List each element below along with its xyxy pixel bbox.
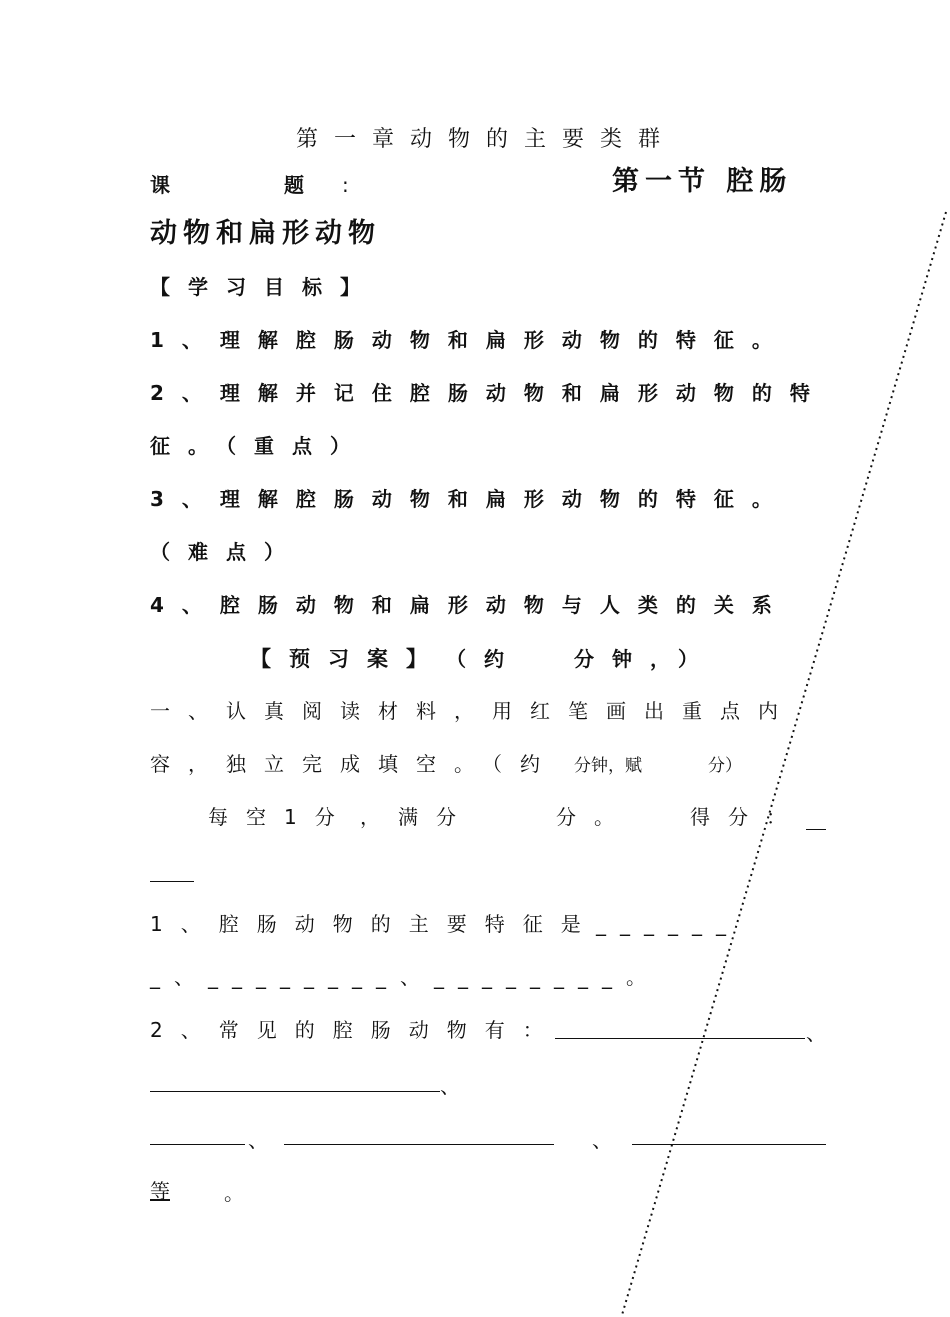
- question-2-separator-2: 、: [440, 1074, 460, 1098]
- question-2-end-mark: 。: [224, 1181, 244, 1205]
- goals-heading: 【学习目标】: [150, 275, 378, 299]
- task-1-points: 分）: [708, 756, 742, 776]
- question-1-blanks-line-1: ______: [596, 912, 740, 936]
- preview-time-part-1: （约: [446, 647, 522, 671]
- dotted-cut-line: [622, 212, 946, 1315]
- preview-time-part-2: 分钟，）: [574, 647, 716, 671]
- question-2-separator-1: 、: [806, 1021, 826, 1045]
- goal-2-line-2: 征。（重点）: [150, 434, 368, 458]
- score-earned-label: 得分：: [690, 805, 804, 829]
- score-total-unit: 分。: [556, 805, 632, 829]
- chapter-title: 第一章动物的主要类群: [296, 127, 677, 152]
- goal-1: 1、理解腔肠动物和扁形动物的特征。: [150, 328, 790, 352]
- topic-label-char-1: 课: [150, 173, 170, 197]
- question-2-separator-3: 、: [248, 1128, 268, 1152]
- task-1-line-2: 容，独立完成填空。（约: [150, 752, 558, 776]
- goal-4: 4、腔肠动物和扁形动物与人类的关系: [150, 593, 790, 617]
- score-total-label: ，满分: [360, 805, 474, 829]
- question-1-blanks-line-2: _、________、________。: [150, 965, 660, 989]
- task-1-line-1: 一、认真阅读材料，用红笔画出重点内: [150, 699, 796, 723]
- question-1-label: 1、腔肠动物的主要特征是: [150, 912, 599, 936]
- score-per-blank: 每空1分: [208, 805, 353, 829]
- section-title-part-2: 动物和扁形动物: [150, 218, 381, 249]
- task-1-minutes: 分钟，赋: [574, 756, 642, 776]
- question-2-separator-4: 、: [592, 1128, 612, 1152]
- topic-colon: :: [342, 173, 349, 197]
- question-2-end-word: 等: [150, 1179, 170, 1203]
- goal-3-line-2: （难点）: [150, 540, 302, 564]
- topic-label-char-2: 题: [284, 173, 304, 197]
- preview-heading: 【预习案】: [250, 647, 445, 671]
- goal-3-line-1: 3、理解腔肠动物和扁形动物的特征。: [150, 487, 790, 511]
- goal-2-line-1: 2、理解并记住腔肠动物和扁形动物的特: [150, 381, 828, 405]
- section-title-part-1: 第一节 腔肠: [612, 166, 793, 197]
- question-2-label: 2、常见的腔肠动物有：: [150, 1018, 561, 1042]
